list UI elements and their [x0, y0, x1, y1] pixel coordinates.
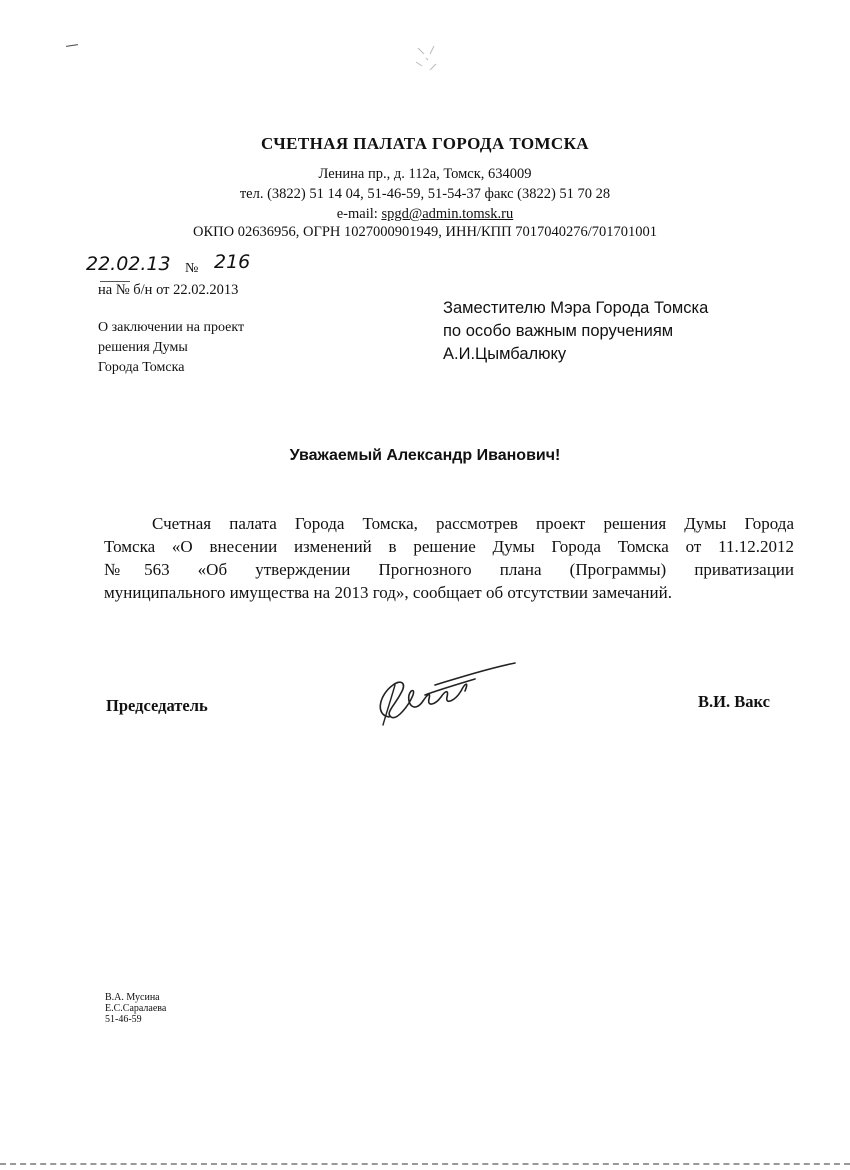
subject-line: решения Думы — [98, 340, 188, 355]
scan-mark — [66, 44, 78, 47]
body-line: Счетная палата Города Томска, рассмотрев проект решения Думы Города — [152, 514, 794, 533]
organization-phones: тел. (3822) 51 14 04, 51-46-59, 51-54-37 факс (3822) 51 70 28 — [239, 186, 611, 202]
signer-position: Председатель — [106, 696, 208, 715]
outgoing-number: 216 — [214, 251, 251, 273]
scan-speckle — [408, 40, 448, 80]
executor-line: 51-46-59 — [105, 1014, 142, 1025]
email-link[interactable]: spgd@admin.tomsk.ru — [381, 206, 514, 222]
addressee-line: А.И.Цымбалюку — [443, 345, 567, 363]
body-line: №563 «Об утверждении Прогнозного плана (Программы) приватизации — [104, 560, 794, 579]
handwritten-signature — [365, 655, 525, 735]
organization-address: Ленина пр., д. 112а, Томск, 634009 — [318, 166, 532, 182]
addressee-block — [443, 297, 708, 366]
executors-block — [105, 992, 166, 1025]
reference-line: на № б/н от 22.02.2013 — [98, 282, 239, 298]
letter-body — [104, 512, 794, 604]
addressee-line: Заместителю Мэра Города Томска — [443, 299, 709, 317]
outgoing-number-label: № — [185, 261, 199, 276]
email-label: e-mail: — [336, 206, 382, 222]
organization-email-line — [0, 206, 850, 223]
subject-block — [98, 318, 298, 378]
salutation: Уважаемый Александр Иванович! — [289, 447, 561, 464]
body-line: Томска «О внесении изменений в решение Думы Города Томска от 11.12.2012 — [104, 537, 794, 556]
executor-line: Е.С.Саралаева — [105, 1003, 167, 1014]
organization-title: СЧЕТНАЯ ПАЛАТА ГОРОДА ТОМСКА — [261, 134, 589, 153]
subject-line: О заключении на проект — [98, 320, 245, 335]
scan-bottom-edge — [0, 1163, 850, 1165]
executor-line: В.А. Мусина — [105, 992, 160, 1003]
outgoing-date: 22.02.13 — [86, 253, 171, 275]
organization-registry: ОКПО 02636956, ОГРН 1027000901949, ИНН/КПП 7017040276/701701001 — [193, 224, 657, 240]
addressee-line: по особо важным поручениям — [443, 322, 674, 340]
signer-name: В.И. Вакс — [698, 692, 770, 711]
subject-line: Города Томска — [98, 360, 185, 375]
body-line: муниципального имущества на 2013 год», сообщает об отсутствии замечаний. — [104, 583, 672, 602]
